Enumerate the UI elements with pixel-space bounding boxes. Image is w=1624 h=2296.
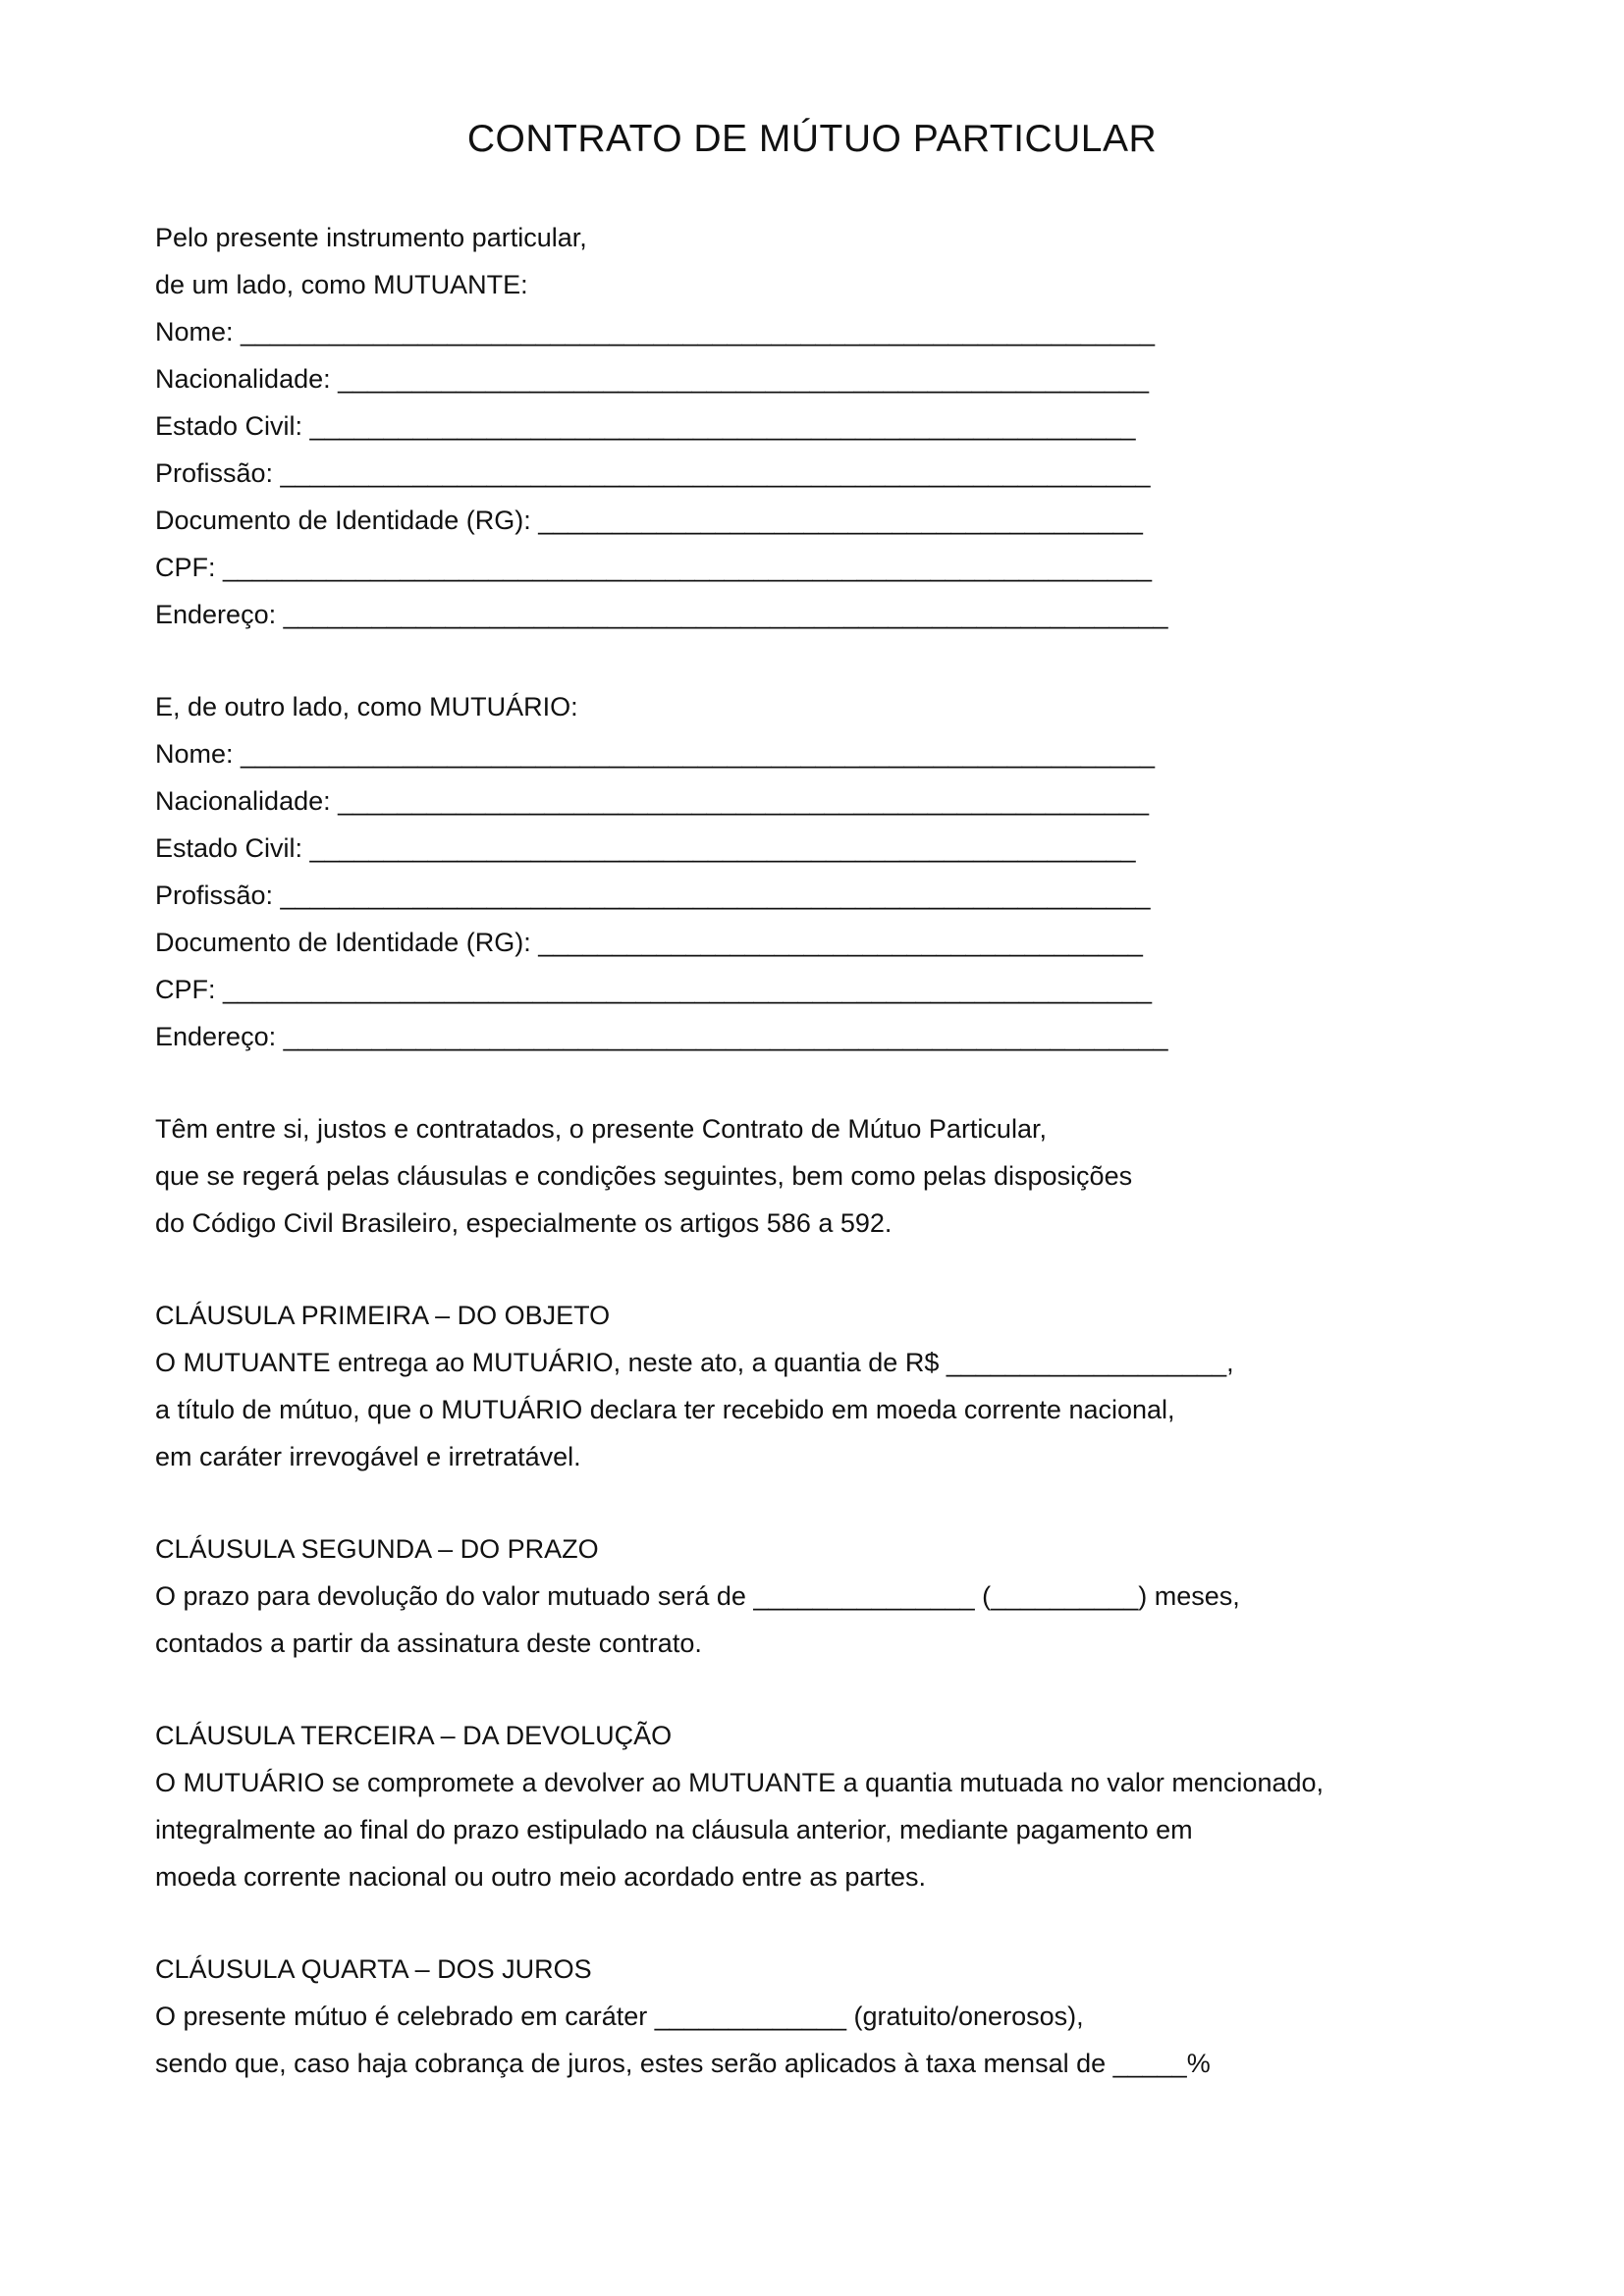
mutuario-nacionalidade-field: Nacionalidade: _______________________________________________________: [155, 786, 1150, 816]
document-title: CONTRATO DE MÚTUO PARTICULAR: [466, 118, 1158, 160]
clausula-quarta-line-2: sendo que, caso haja cobrança de juros, estes serão aplicados à taxa mensal de _____%: [155, 2049, 1211, 2078]
intro-line-2: de um lado, como MUTUANTE:: [155, 270, 528, 299]
mutuante-profissao-field: Profissão: ___________________________________________________________: [155, 458, 1151, 488]
mutuante-nome-field: Nome: ______________________________________________________________: [155, 317, 1156, 347]
preamble-line-1: Têm entre si, justos e contratados, o presente Contrato de Mútuo Particular,: [155, 1114, 1047, 1144]
mutuario-profissao-field: Profissão: ___________________________________________________________: [155, 881, 1151, 910]
clausula-segunda-heading: CLÁUSULA SEGUNDA – DO PRAZO: [155, 1534, 599, 1564]
mutuante-estado-civil-field: Estado Civil: ________________________________________________________: [155, 411, 1136, 441]
mutuario-nome-field: Nome: ______________________________________________________________: [155, 739, 1156, 769]
clausula-terceira-line-3: moeda corrente nacional ou outro meio acordado entre as partes.: [155, 1862, 926, 1892]
preamble-line-3: do Código Civil Brasileiro, especialmente os artigos 586 a 592.: [155, 1208, 893, 1238]
mutuario-heading: E, de outro lado, como MUTUÁRIO:: [155, 692, 578, 721]
clausula-primeira-line-1: O MUTUANTE entrega ao MUTUÁRIO, neste ato, a quantia de R$ ___________________,: [155, 1348, 1234, 1377]
preamble-line-2: que se regerá pelas cláusulas e condições seguintes, bem como pelas disposições: [155, 1161, 1133, 1191]
clausula-quarta-heading: CLÁUSULA QUARTA – DOS JUROS: [155, 1954, 592, 1984]
intro-line-1: Pelo presente instrumento particular,: [155, 223, 587, 252]
mutuante-nacionalidade-field: Nacionalidade: _______________________________________________________: [155, 364, 1150, 394]
mutuante-endereco-field: Endereço: ____________________________________________________________: [155, 600, 1168, 629]
mutuario-rg-field: Documento de Identidade (RG): _________________________________________: [155, 928, 1143, 957]
mutuario-cpf-field: CPF: _______________________________________________________________: [155, 975, 1153, 1004]
clausula-primeira-heading: CLÁUSULA PRIMEIRA – DO OBJETO: [155, 1301, 611, 1330]
clausula-segunda-line-2: contados a partir da assinatura deste contrato.: [155, 1629, 702, 1658]
clausula-terceira-line-2: integralmente ao final do prazo estipulado na cláusula anterior, mediante pagamento em: [155, 1815, 1193, 1844]
clausula-terceira-heading: CLÁUSULA TERCEIRA – DA DEVOLUÇÃO: [155, 1721, 673, 1750]
mutuario-endereco-field: Endereço: ____________________________________________________________: [155, 1022, 1168, 1051]
clausula-quarta-line-1: O presente mútuo é celebrado em caráter _____________ (gratuito/onerosos),: [155, 2002, 1084, 2031]
clausula-primeira-line-3: em caráter irrevogável e irretratável.: [155, 1442, 581, 1471]
mutuante-rg-field: Documento de Identidade (RG): _________________________________________: [155, 506, 1143, 535]
clausula-segunda-line-1: O prazo para devolução do valor mutuado será de _______________ (__________) meses,: [155, 1581, 1240, 1611]
mutuario-estado-civil-field: Estado Civil: ________________________________________________________: [155, 833, 1136, 863]
mutuante-cpf-field: CPF: _______________________________________________________________: [155, 553, 1153, 582]
clausula-primeira-line-2: a título de mútuo, que o MUTUÁRIO declara ter recebido em moeda corrente nacional,: [155, 1395, 1175, 1424]
clausula-terceira-line-1: O MUTUÁRIO se compromete a devolver ao MUTUANTE a quantia mutuada no valor mencionado,: [155, 1768, 1325, 1797]
